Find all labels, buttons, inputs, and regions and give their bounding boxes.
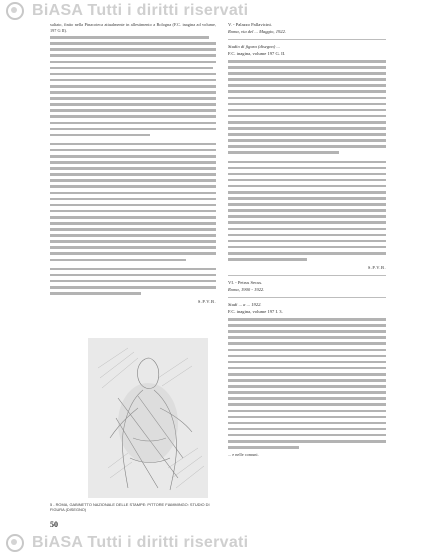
- watermark-top: [0, 0, 424, 22]
- figure-caption: 5 - ROMA, GABINETTO NAZIONALE DELLE STAMPE: PITTORE FIAMMINGO: STUDIO DI FIGURA (DISEGNO): [50, 502, 210, 513]
- page-number: 50: [50, 520, 58, 529]
- right-column: [228, 22, 386, 460]
- biasa-logo-icon: [6, 2, 24, 20]
- entry-vi-study-ref: F.C. inagina, volume 197 I. 3.: [228, 308, 283, 314]
- right-signature-a: S.P.V.B.: [367, 265, 386, 271]
- right-end-text: ... e nelle comuni.: [228, 452, 259, 458]
- figure: [50, 338, 216, 518]
- entry-vi-subheading: Roma, 1900 - 1922.: [228, 286, 265, 292]
- left-signature: S.P.V.B.: [197, 299, 216, 305]
- entry-vi-study-heading: Studi ... a ... 1922.: [228, 302, 262, 308]
- entry-vi-heading: VI. - Petrus Secus.: [228, 280, 263, 286]
- entry-v-study-ref: F.C. inagina, volume 197 G. II.: [228, 50, 286, 56]
- entry-v-study-heading: Studio di figura (disegno) ...: [228, 44, 280, 49]
- figure-drawing-svg: [88, 338, 208, 498]
- left-column: [50, 22, 216, 308]
- entry-v-subheading: Roma, via del ... Maggio, 1922.: [228, 28, 287, 34]
- figure-drawing-image: [88, 338, 208, 498]
- watermark-top-text: BiASA Tutti i diritti riservati: [32, 2, 249, 19]
- watermark-bottom-text: BiASA Tutti i diritti riservati: [32, 534, 249, 551]
- biasa-logo-icon-bottom: [6, 534, 24, 552]
- left-intro-text: sultato, finito nella Pinacoteca attualmente in allestimento a Bologna (F.C. inagina ad volume, 197 G II).: [50, 22, 216, 34]
- watermark-bottom: [0, 532, 424, 554]
- entry-v-heading: V. - Palazzo Pallavicini.: [228, 22, 272, 27]
